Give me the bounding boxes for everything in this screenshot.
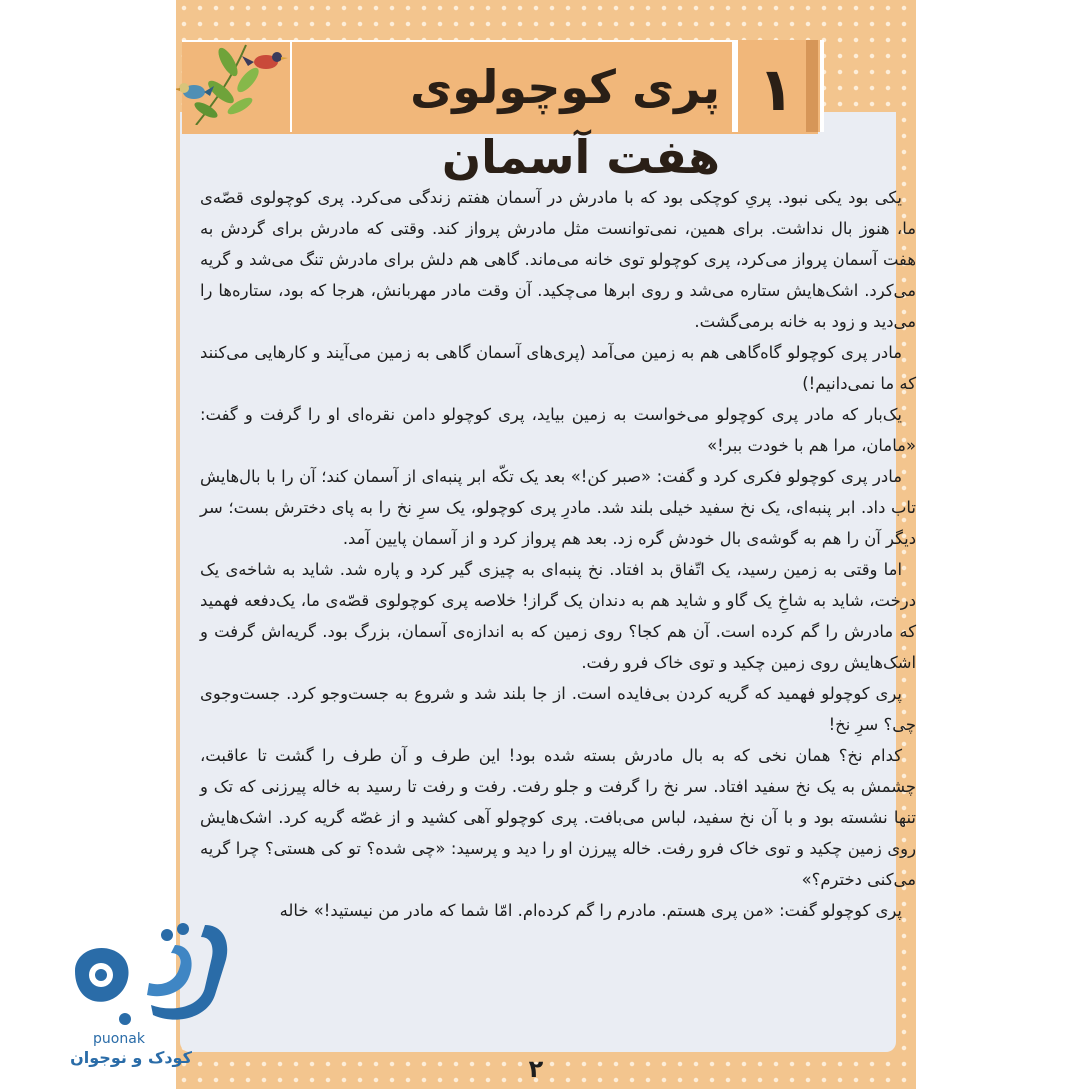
branch-icon (192, 45, 262, 125)
chapter-title: پری کوچولوی هفت آسمان (410, 60, 720, 184)
paragraph: یکی بود یکی نبود. پریِ کوچکی بود که با مادرش در آسمان هفتم زندگی می‌کرد. پری کوچولوی قصّه‌ی ما، هنوز بال نداشت. برای همین، نمی‌توانست مثل مادرش پرواز کند. وقتی که مادرش برای گردش به هفت آسمان پرواز می‌کرد، پری کوچولو توی خانه می‌ماند. گاهی هم دلش برای مادرش تنگ می‌شد و گریه می‌کرد. اشک‌هایش ستاره می‌شد و روی ابرها می‌چکید. آن وقت مادر مهربانش، هرجا که بود، ستاره‌ها را می‌دید و زود به خانه برمی‌گشت. (200, 188, 916, 331)
birds-branch-illustration (176, 40, 296, 125)
logo-latin-text: puonak (93, 1031, 145, 1047)
paragraph: یک‌بار که مادر پری کوچولو می‌خواست به زمین بیاید، پری کوچولو دامن نقره‌ای او را گرفت و گفت: «مامان، مرا هم با خودت ببر!» (200, 405, 916, 455)
chapter-number: ۱ (757, 55, 795, 125)
puonak-logo-icon (55, 915, 235, 1030)
story-text (200, 182, 916, 1022)
paragraph: پری کوچولو گفت: «من پری هستم. مادرم را گم کرده‌ام. امّا شما که مادر من نیستید!» خاله (279, 901, 902, 920)
paragraph: اما وقتی به زمین رسید، یک اتّفاق بد افتاد. نخ پنبه‌ای به چیزی گیر کرد و پاره شد. شاید به شاخه‌ی یک درخت، شاید به شاخِ یک گاو و شاید هم به دندان یک گراز! خلاصه پری کوچولوی قصّه‌ی ما، یک‌دفعه فهمید که مادرش را گم کرده است. آن هم کجا؟ روی زمین که به اندازه‌ی آسمان، بزرگ بود. گریه‌اش گرفت و اشک‌هایش روی زمین چکید و توی خاک فرو رفت. (200, 560, 916, 672)
paragraph: کدام نخ؟ همان نخی که به بال مادرش بسته شده بود! این طرف و آن طرف را گشت تا عاقبت، چشمش به یک نخ سفید افتاد. سر نخ را گرفت و جلو رفت. رفت و رفت تا رسید به خاله پیرزنی که تک و تنها نشسته بود و با آن نخ سفید، لباس می‌بافت. پری کوچولو آهی کشید و از غصّه گریه کرد. اشک‌هایش روی زمین چکید و توی خاک فرو رفت. خاله پیرزن او را دید و پرسید: «چی شده؟ تو کی هستی؟ چرا گریه می‌کنی دخترم؟» (200, 746, 916, 889)
page-number: ۲ (528, 1055, 544, 1083)
bird-icon (176, 83, 214, 99)
paragraph: پری کوچولو فهمید که گریه کردن بی‌فایده است. از جا بلند شد و شروع به جست‌وجو کرد. جست‌وجوی چی؟ سرِ نخ! (200, 684, 916, 734)
bird-icon (242, 52, 288, 69)
paragraph: مادر پری کوچولو فکری کرد و گفت: «صبر کن!» بعد یک تکّه ابر پنبه‌ای از آسمان کند؛ آن را با بال‌هایش تاب داد. ابر پنبه‌ای، یک نخ سفید خیلی بلند شد. مادرِ پری کوچولو، یک سرِ نخ را به پای دخترش بست؛ سر دیگر آن را هم به گوشه‌ی بال خودش گره زد. بعد هم پرواز کرد و از آسمان پایین آمد. (200, 467, 916, 548)
logo-tagline: کودک و نوجوان (70, 1048, 192, 1067)
paragraph: مادر پری کوچولو گاه‌گاهی هم به زمین می‌آمد (پری‌های آسمان گاهی به زمین می‌آیند و کارهایی می‌کنند که ما نمی‌دانیم!) (200, 343, 916, 393)
